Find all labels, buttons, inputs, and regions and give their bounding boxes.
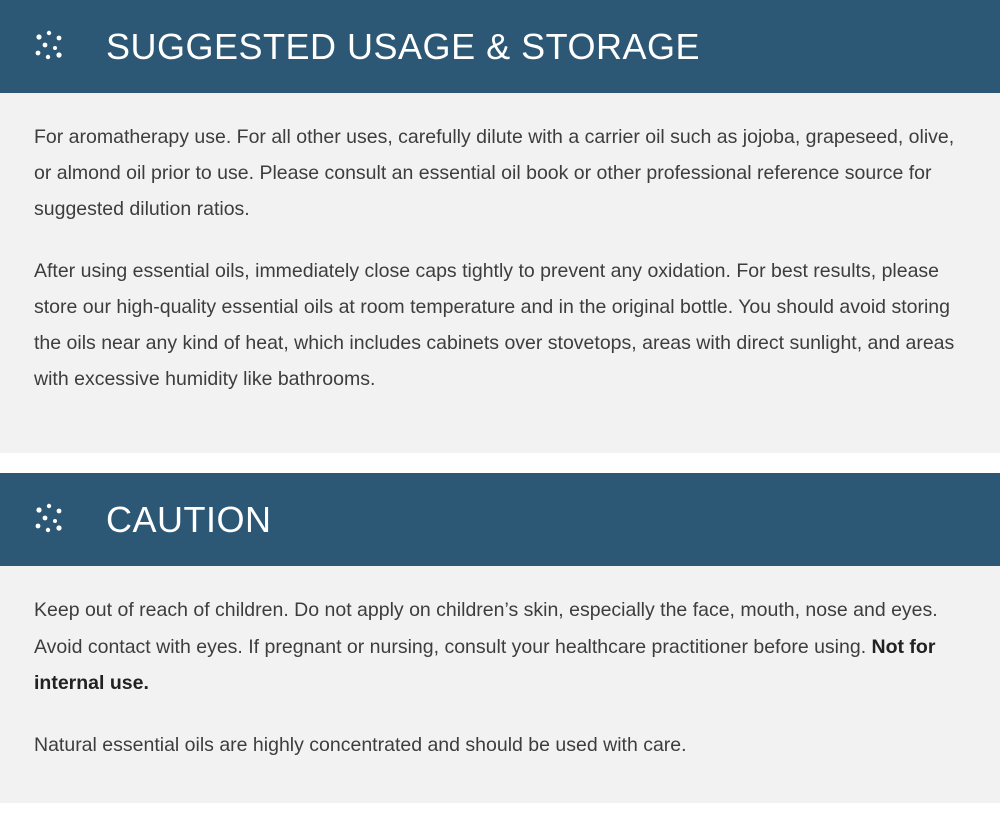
scatter-dots-icon bbox=[28, 25, 72, 69]
caution-paragraph-1-emphasis: Not for internal use. bbox=[34, 635, 936, 694]
section-title-caution: CAUTION bbox=[106, 499, 272, 541]
caution-paragraph-2: Natural essential oils are highly concentrated and should be used with care. bbox=[34, 733, 687, 756]
section-caution bbox=[0, 473, 1000, 802]
section-body-caution bbox=[0, 566, 1000, 802]
caution-paragraph-1 bbox=[34, 592, 966, 700]
scatter-dots-icon bbox=[28, 498, 72, 542]
section-body-usage bbox=[0, 93, 1000, 453]
usage-paragraph-2: After using essential oils, immediately close caps tightly to prevent any oxidation. For best results, please store our high-quality essential oils at room temperature and in the original bottle. You should avoid storing the oils near any kind of heat, which includes cabinets over stovetops, areas with direct sunlight, and areas with excessive humidity like bathrooms. bbox=[34, 260, 955, 391]
usage-paragraph-1: For aromatherapy use. For all other uses, carefully dilute with a carrier oil such as jojoba, grapeseed, olive, or almond oil prior to use. Please consult an essential oil book or other professional reference source for suggested dilution ratios. bbox=[34, 126, 955, 221]
caution-paragraph-1-lead: Keep out of reach of children. Do not apply on children’s skin, especially the face, mouth, nose and eyes. Avoid contact with eyes. If pregnant or nursing, consult your healthcare practitioner before using. bbox=[34, 599, 938, 658]
section-title-usage: SUGGESTED USAGE & STORAGE bbox=[106, 25, 700, 67]
section-header-usage bbox=[0, 0, 1000, 93]
section-header-caution bbox=[0, 473, 1000, 566]
